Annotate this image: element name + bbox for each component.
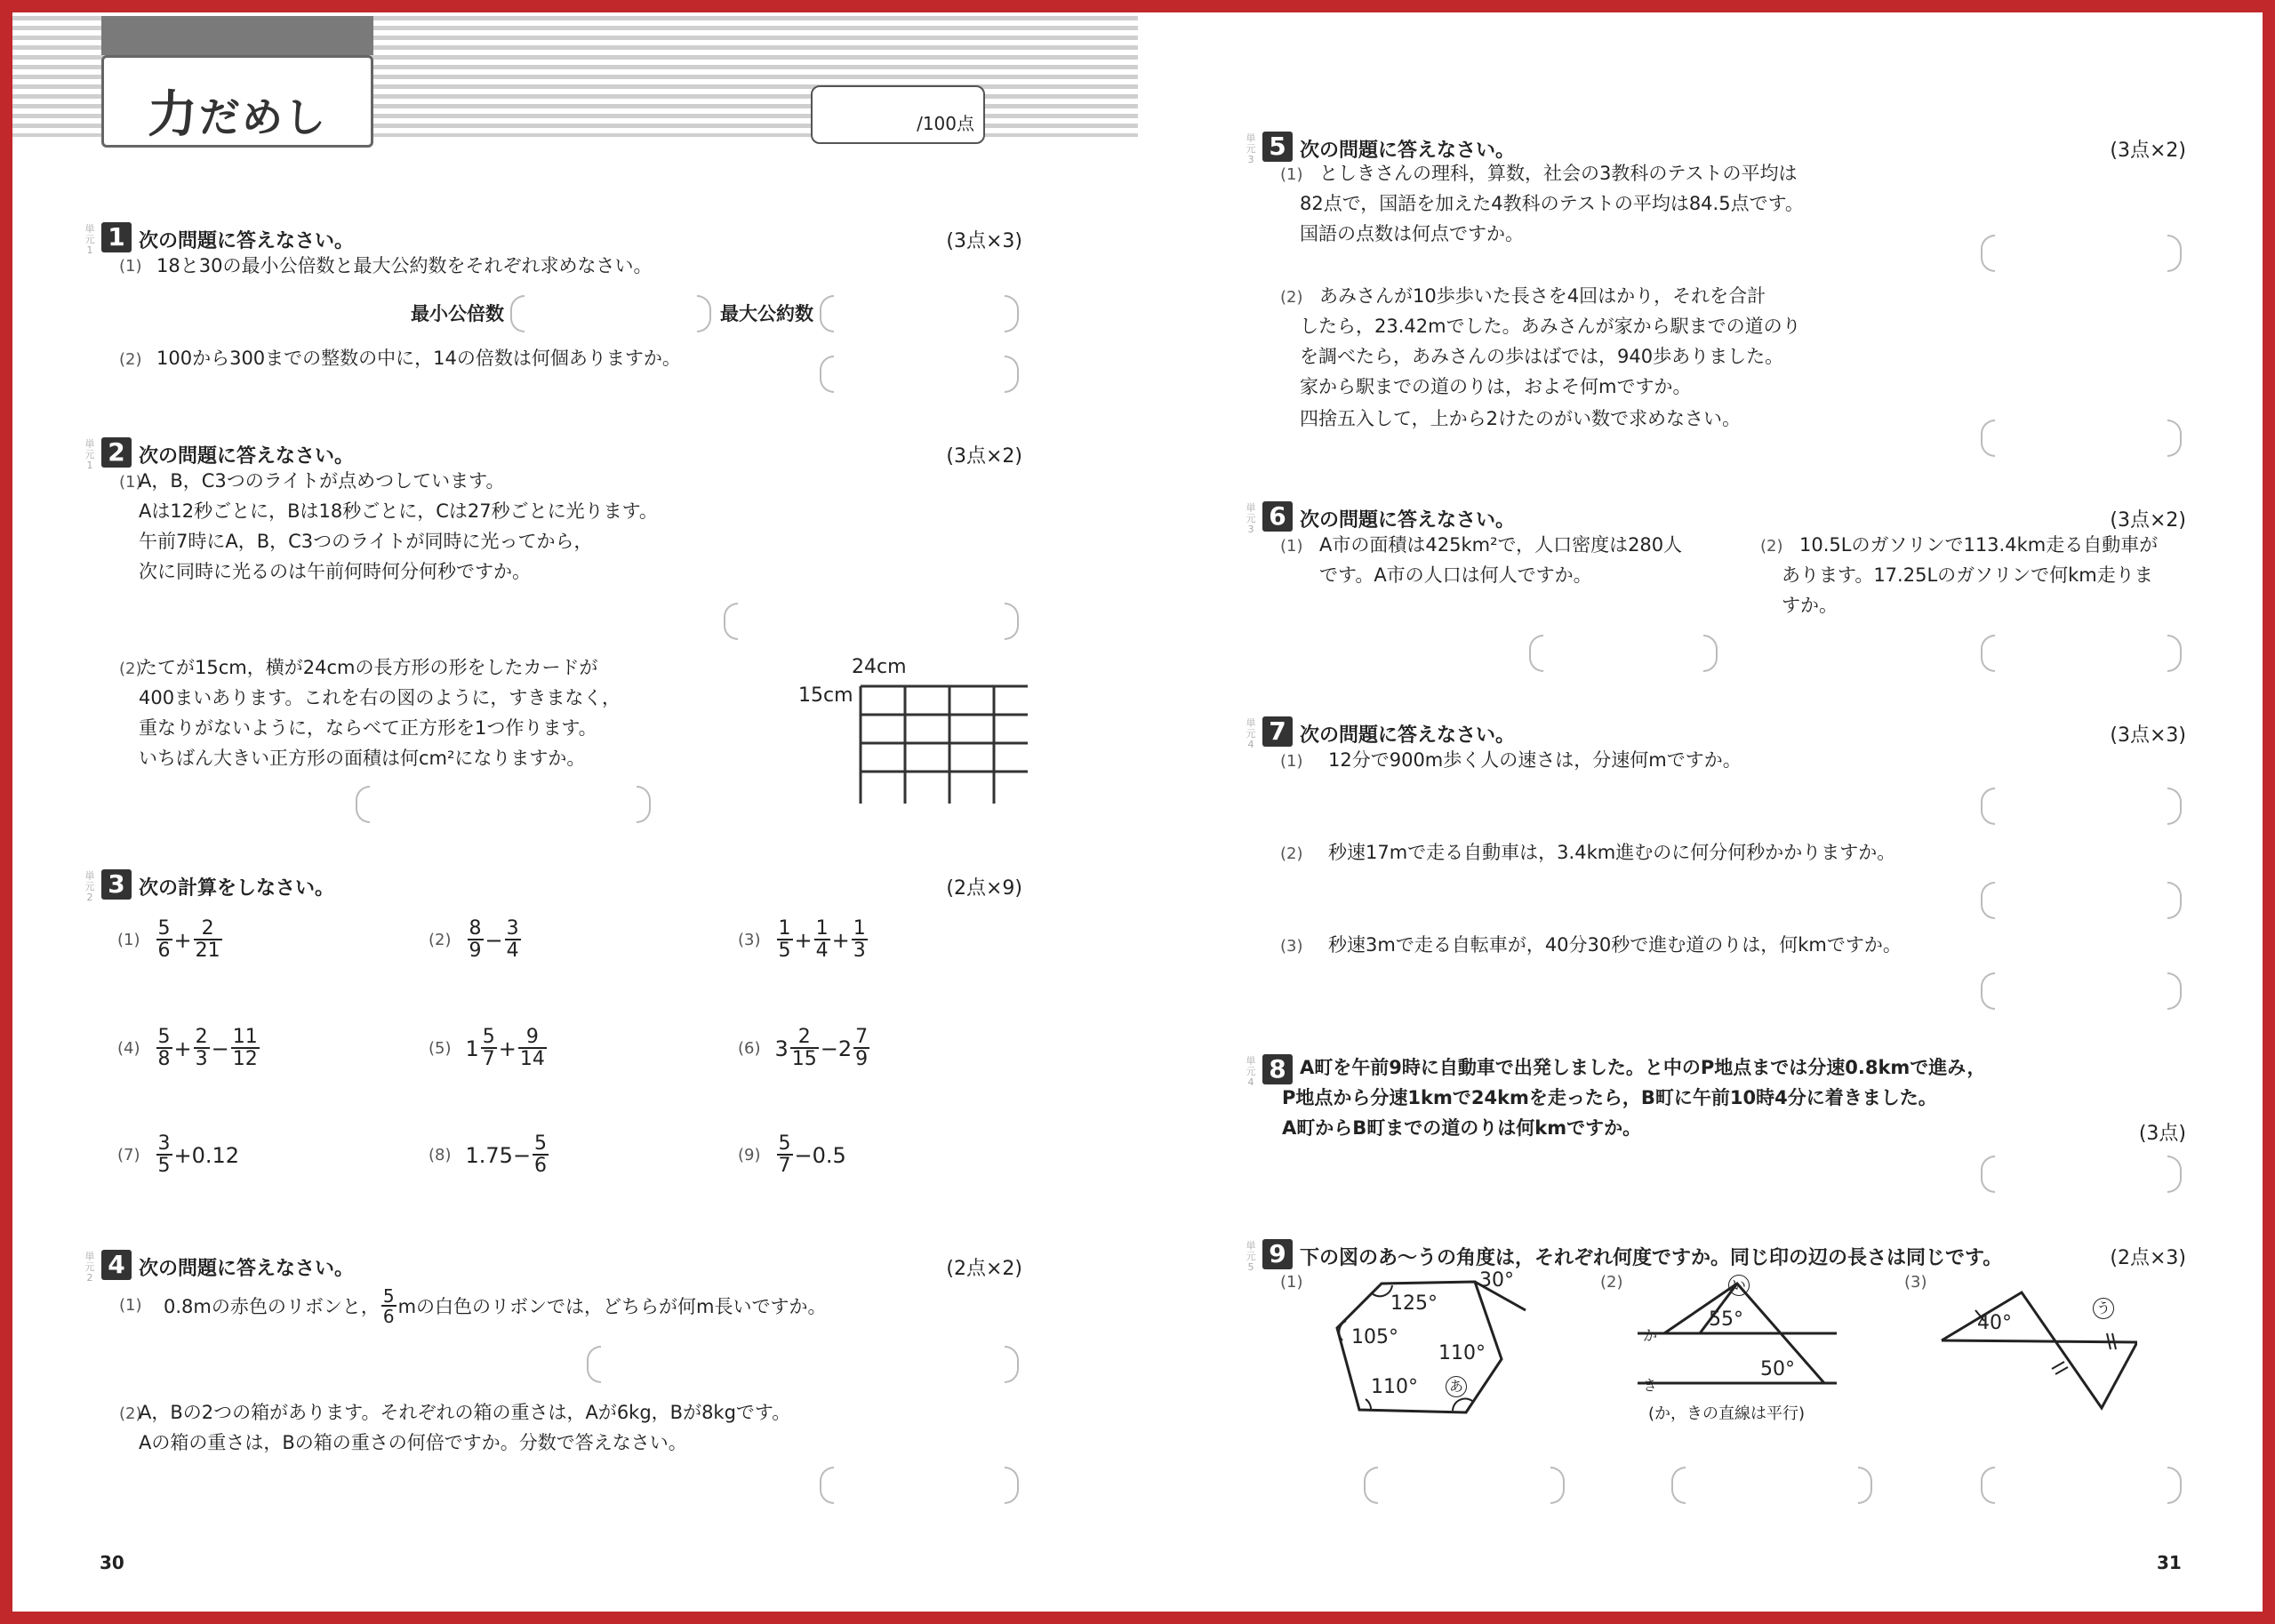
question-points: (3点) (2138, 1123, 2186, 1145)
question-line: 家から駅までの道のりは，およそ何mですか。 (1300, 376, 1692, 397)
answer-box[interactable] (1981, 235, 2182, 270)
calc-item: (7) $\frac{3}{5}$ +0.12 (117, 1132, 240, 1177)
question-line: 次に同時に光るのは午前何時何分何秒ですか。 (139, 561, 531, 582)
answer-box[interactable] (1981, 635, 2182, 670)
question-title: 次の問題に答えなさい。 (139, 1258, 355, 1280)
title-box (101, 55, 373, 148)
question-line: としきさんの理科，算数，社会の3教科のテストの平均は (1319, 163, 1798, 184)
question-text: 18と30の最小公倍数と最大公約数をそれぞれ求めなさい。 (156, 255, 653, 276)
answer-box[interactable] (1529, 635, 1718, 670)
answer-box[interactable] (724, 603, 1019, 638)
question-number: 7 (1262, 716, 1293, 747)
sub-number: (1) (1280, 537, 1303, 556)
question-line: A，B，C3つのライトが点めつしています。 (139, 470, 505, 492)
question-text: 12分で900m歩く人の速さは，分速何mですか。 (1328, 749, 1742, 771)
question-points: (2点×2) (946, 1258, 1022, 1280)
question-points: (3点×3) (2110, 724, 2186, 747)
answer-box[interactable] (1981, 1156, 2182, 1191)
unit-label: 単元2 (84, 870, 95, 903)
question-title: 次の問題に答えなさい。 (1300, 140, 1516, 162)
question-points: (2点×3) (2110, 1247, 2186, 1269)
angle-label: 110° (1371, 1376, 1418, 1398)
question-line: 10.5Lのガソリンで113.4km走る自動車が (1799, 534, 2159, 556)
angle-mark-i: い (1728, 1275, 1750, 1296)
calc-item: (3) $\frac{1}{5}$ + $\frac{1}{4}$ + $\frac{1}{3}$ (738, 917, 866, 962)
answer-box[interactable] (1671, 1467, 1872, 1502)
question-points: (3点×2) (946, 445, 1022, 468)
question-number: 5 (1262, 132, 1293, 162)
question-line: あみさんが10歩歩いた長さを4回はかり，それを合計 (1319, 285, 1766, 307)
calc-item: (8) 1.75− $\frac{5}{6}$ (429, 1132, 548, 1177)
question-line: 国語の点数は何点ですか。 (1300, 223, 1524, 244)
question-line: A町からB町までの道のりは何kmですか。 (1282, 1117, 1642, 1139)
angle-label: 110° (1438, 1342, 1486, 1364)
question-points: (3点×3) (946, 230, 1022, 252)
question-line: いちばん大きい正方形の面積は何cm²になりますか。 (139, 748, 586, 769)
line-label-ka: か (1643, 1327, 1658, 1344)
unit-label: 単元1 (84, 223, 95, 256)
angle-label: 125° (1390, 1292, 1438, 1315)
question-line: すか。 (1782, 595, 1838, 616)
unit-label: 単元3 (1246, 502, 1256, 535)
sub-number: (2) (1280, 844, 1303, 863)
answer-box-lcm[interactable] (510, 295, 711, 331)
parallel-note: (か，きの直線は平行) (1648, 1404, 1806, 1423)
sub-number: (2) (119, 350, 142, 369)
angle-label: 55° (1709, 1308, 1743, 1331)
question-line: P地点から分速1kmで24kmを走ったら，B町に午前10時4分に着きました。 (1282, 1087, 1937, 1108)
question-title: 次の問題に答えなさい。 (1300, 724, 1516, 747)
sub-number: (1) (1280, 1273, 1303, 1292)
question-line: 重なりがないように，ならべて正方形を1つ作ります。 (139, 717, 597, 739)
answer-box[interactable] (1981, 972, 2182, 1008)
question-number: 6 (1262, 501, 1293, 532)
answer-box[interactable] (820, 1467, 1019, 1502)
figure-width-label: 24cm (852, 656, 907, 678)
page-title: 力だめし (148, 86, 327, 144)
score-label: /100点 (917, 113, 974, 134)
angle-mark-a: あ (1446, 1376, 1467, 1397)
angle-label: 30° (1479, 1269, 1514, 1292)
line-label-ki: き (1643, 1377, 1658, 1394)
angle-mark-u: う (2093, 1298, 2114, 1319)
question-number: 1 (101, 222, 132, 252)
unit-label: 単元5 (1246, 1240, 1256, 1273)
sub-number: (1) (1280, 165, 1303, 184)
calc-item: (9) $\frac{5}{7}$ −0.5 (738, 1132, 846, 1177)
page-number-left: 30 (100, 1552, 124, 1573)
question-line: たてが15cm，横が24cmの長方形の形をしたカードが (139, 657, 598, 678)
sub-number: (2) (119, 1404, 142, 1423)
sub-number: (2) (1760, 537, 1783, 556)
page-number-right: 31 (2157, 1552, 2182, 1573)
unit-label: 単元4 (1246, 1055, 1256, 1088)
question-line: 午前7時にA，B，C3つのライトが同時に光ってから， (139, 531, 593, 552)
question-number: 4 (101, 1250, 132, 1280)
question-number: 2 (101, 437, 132, 468)
sub-number: (1) (119, 1296, 142, 1315)
calc-item: (6) 3 $\frac{2}{15}$ − 2 $\frac{7}{9}$ (738, 1026, 869, 1070)
sub-number: (1) (119, 473, 142, 492)
question-number: 8 (1262, 1054, 1293, 1084)
question-line: 400まいあります。これを右の図のように，すきまなく， (139, 687, 621, 708)
question-text: 0.8mの赤色のリボンと， $\frac{5}{6}$ mの白色のリボンでは，どちらが何m長いですか。 (164, 1285, 827, 1327)
calc-item: (5) 1 $\frac{5}{7}$ + $\frac{9}{14}$ (429, 1026, 545, 1070)
calc-item: (4) $\frac{5}{8}$ + $\frac{2}{3}$ − $\frac{11}{12}$ (117, 1026, 258, 1070)
question-points: (3点×2) (2110, 509, 2186, 532)
sub-number: (1) (119, 257, 142, 276)
unit-label: 単元2 (84, 1251, 95, 1284)
answer-box[interactable] (1981, 1467, 2182, 1502)
answer-box[interactable] (356, 786, 651, 821)
calc-item: (2) $\frac{8}{9}$ − $\frac{3}{4}$ (429, 917, 519, 962)
question-title: 次の問題に答えなさい。 (139, 230, 355, 252)
question-text: 秒速3mで走る自転車が，40分30秒で進む道のりは，何kmですか。 (1328, 934, 1902, 956)
question-line: Aは12秒ごとに，Bは18秒ごとに，Cは27秒ごとに光ります。 (139, 500, 658, 522)
unit-label: 単元4 (1246, 717, 1256, 750)
calc-item: (1) $\frac{5}{6}$ + $\frac{2}{21}$ (117, 917, 220, 962)
sub-number: (1) (1280, 752, 1303, 771)
sub-number: (2) (119, 660, 142, 678)
title-cap (101, 16, 373, 55)
answer-box[interactable] (1981, 420, 2182, 455)
question-line: A市の面積は425km²で，人口密度は280人 (1319, 534, 1683, 556)
answer-box[interactable] (820, 356, 1019, 391)
sub-number: (2) (1280, 288, 1303, 307)
question-line: です。A市の人口は何人ですか。 (1319, 564, 1592, 586)
angle-label: 50° (1760, 1358, 1795, 1380)
question-line: A町を午前9時に自動車で出発しました。と中のP地点までは分速0.8kmで進み， (1300, 1057, 1986, 1078)
sub-number: (3) (1280, 937, 1303, 956)
question-line: 四捨五入して，上から2けたのがい数で求めなさい。 (1300, 408, 1741, 429)
question-line: を調べたら，あみさんの歩はばでは，940歩ありました。 (1300, 346, 1784, 367)
answer-box[interactable] (1981, 788, 2182, 823)
angle-label: 105° (1351, 1326, 1398, 1348)
angle-label: 40° (1977, 1312, 2012, 1334)
answer-box[interactable] (1364, 1467, 1565, 1502)
sub-number: (3) (1904, 1273, 1927, 1292)
question-title: 次の問題に答えなさい。 (139, 445, 355, 468)
gcd-label: 最大公約数 (720, 303, 813, 324)
score-box[interactable] (811, 85, 985, 144)
workbook-spread (12, 12, 2263, 1612)
answer-box[interactable] (1981, 882, 2182, 917)
card-grid-figure (859, 679, 1028, 804)
answer-box[interactable] (587, 1346, 1019, 1381)
question-title: 次の問題に答えなさい。 (1300, 509, 1516, 532)
question-number: 3 (101, 869, 132, 900)
question-line: Aの箱の重さは，Bの箱の重さの何倍ですか。分数で答えなさい。 (139, 1432, 687, 1453)
question-title: 下の図のあ〜うの角度は，それぞれ何度ですか。同じ印の辺の長さは同じです。 (1300, 1247, 2003, 1269)
unit-label: 単元1 (84, 438, 95, 471)
question-line: A，Bの2つの箱があります。それぞれの箱の重さは，Aが6kg，Bが8kgです。 (139, 1402, 791, 1423)
sub-number: (2) (1600, 1273, 1623, 1292)
answer-box-gcd[interactable] (820, 295, 1019, 331)
question-text: 100から300までの整数の中に，14の倍数は何個ありますか。 (156, 348, 681, 369)
question-points: (2点×9) (946, 877, 1022, 900)
unit-label: 単元3 (1246, 132, 1256, 165)
question-number: 9 (1262, 1239, 1293, 1269)
question-text: 秒速17mで走る自動車は，3.4km進むのに何分何秒かかりますか。 (1328, 842, 1896, 863)
question-title: 次の計算をしなさい。 (139, 877, 335, 900)
question-line: あります。17.25Lのガソリンで何km走りま (1782, 564, 2153, 586)
figure-height-label: 15cm (798, 684, 853, 707)
lcm-label: 最小公倍数 (411, 303, 504, 324)
bowtie-figure (1933, 1275, 2137, 1417)
question-points: (3点×2) (2110, 140, 2186, 162)
question-line: したら，23.42mでした。あみさんが家から駅までの道のり (1300, 316, 1801, 337)
question-line: 82点で，国語を加えた4教科のテストの平均は84.5点です。 (1300, 193, 1804, 214)
